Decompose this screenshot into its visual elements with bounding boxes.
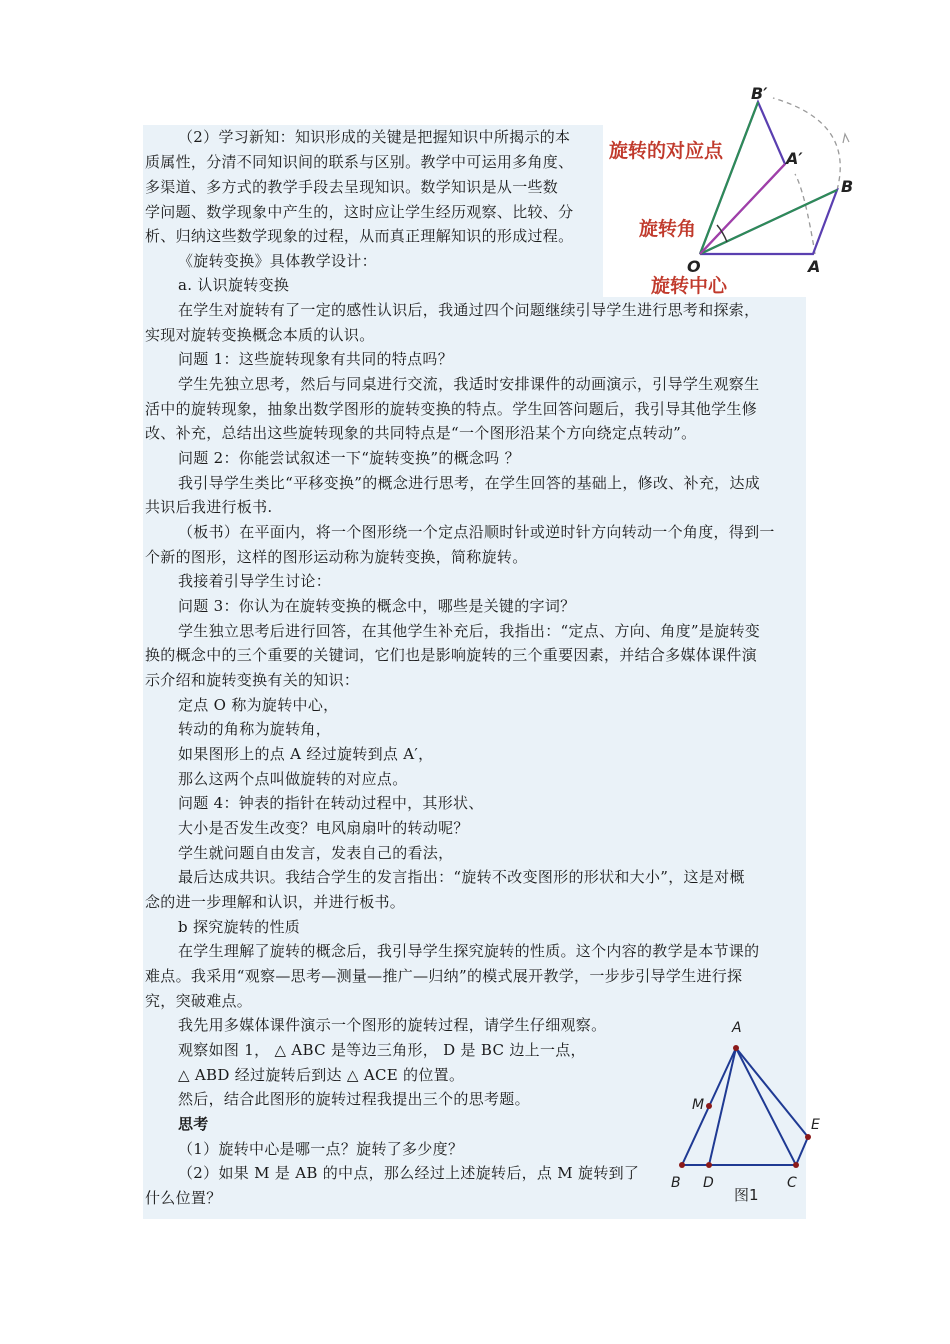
fig1-label-a: A — [732, 1020, 742, 1036]
thinking-question-2: （2）如果 M 是 AB 的中点，那么经过上述旋转后，点 M 旋转到了 — [178, 1164, 640, 1182]
segment-ce — [796, 1137, 808, 1165]
rotation-concept-figure — [605, 82, 870, 297]
point-label-a-prime: A′ — [786, 149, 803, 168]
question-1: 问题 1：这些旋转现象有共同的特点吗？ — [178, 350, 454, 368]
question-3: 问题 3：你认为在旋转变换的概念中，哪些是关键的字词？ — [178, 597, 576, 615]
rotation-arc-inner — [795, 174, 815, 254]
text-line: （2）学习新知：知识形成的关键是把握知识中所揭示的本 — [178, 128, 571, 146]
label-rotation-angle: 旋转角 — [639, 218, 697, 240]
point-label-o: O — [687, 257, 701, 276]
section-heading-b: b 探究旋转的性质 — [178, 918, 301, 936]
thinking-question-1: （1）旋转中心是哪一点？旋转了多少度？ — [178, 1140, 464, 1158]
text-line: 定点 O 称为旋转中心， — [178, 696, 339, 714]
text-line: 什么位置？ — [145, 1189, 222, 1207]
point-label-b: B — [841, 177, 854, 196]
text-line: 质属性，分清不同知识间的联系与区别。教学中可运用多角度、 — [145, 153, 574, 171]
figure-1-triangle — [668, 1015, 828, 1210]
text-line: 示介绍和旋转变换有关的知识： — [145, 671, 360, 689]
rotation-arc-outer — [773, 98, 840, 190]
fig1-label-c: C — [787, 1175, 797, 1191]
radius-oa-prime — [700, 164, 785, 254]
fig1-label-d: D — [703, 1175, 714, 1191]
text-line: 学问题、数学现象中产生的，这时应让学生经历观察、比较、分 — [145, 203, 574, 221]
text-line: 改、补充，总结出这些旋转现象的共同特点是“一个图形沿某个方向绕定点转动”。 — [145, 424, 697, 442]
text-line: 学生先独立思考，然后与同桌进行交流，我适时安排课件的动画演示，引导学生观察生 — [178, 375, 760, 393]
label-rotation-center: 旋转中心 — [651, 275, 728, 297]
text-line: 共识后我进行板书. — [145, 498, 273, 516]
text-line: 大小是否发生改变？电风扇扇叶的转动呢？ — [178, 819, 469, 837]
text-line: 个新的图形，这样的图形运动称为旋转变换，简称旋转。 — [145, 548, 528, 566]
segment-ae — [736, 1048, 808, 1137]
thinking-heading: 思考 — [178, 1115, 209, 1133]
text-line: 学生就问题自由发言，发表自己的看法， — [178, 844, 454, 862]
text-line: 我接着引导学生讨论： — [178, 572, 332, 590]
text-line: 然后，结合此图形的旋转过程我提出三个的思考题。 — [178, 1090, 530, 1108]
text-line: 观察如图 1， △ ABC 是等边三角形， D 是 BC 边上一点， — [178, 1041, 586, 1059]
text-line: 在学生理解了旋转的概念后，我引导学生探究旋转的性质。这个内容的教学是本节课的 — [178, 942, 760, 960]
point-label-a: A — [808, 257, 821, 276]
text-line: 多渠道、多方式的教学手段去呈现知识。数学知识是从一些数 — [145, 178, 559, 196]
text-line: 《旋转变换》具体教学设计： — [178, 252, 377, 270]
text-line: 转动的角称为旋转角， — [178, 720, 332, 738]
text-line: △ ABD 经过旋转后到达 △ ACE 的位置。 — [178, 1066, 465, 1084]
fig1-label-e: E — [811, 1117, 820, 1133]
fig1-label-m: M — [692, 1097, 705, 1113]
text-line: 我先用多媒体课件演示一个图形的旋转过程，请学生仔细观察。 — [178, 1016, 607, 1034]
figure-1-caption: 图1 — [734, 1186, 759, 1204]
text-line: 念的进一步理解和认识，并进行板书。 — [145, 893, 406, 911]
question-2: 问题 2：你能尝试叙述一下“旋转变换”的概念吗 ？ — [178, 449, 520, 467]
text-line: 换的概念中的三个重要的关键词，它们也是影响旋转的三个重要因素，并结合多媒体课件演 — [145, 646, 758, 664]
text-line: 析、归纳这些数学现象的过程，从而真正理解知识的形成过程。 — [145, 227, 574, 245]
fig1-label-b: B — [671, 1175, 681, 1191]
point-label-b-prime: B′ — [751, 84, 768, 103]
label-corresponding-points: 旋转的对应点 — [609, 140, 724, 162]
segment-ad — [709, 1048, 736, 1165]
section-heading-a: a. 认识旋转变换 — [178, 276, 290, 294]
text-line: 实现对旋转变换概念本质的认识。 — [145, 326, 375, 344]
text-line: 活中的旋转现象，抽象出数学图形的旋转变换的特点。学生回答问题后，我引导其他学生修 — [145, 400, 758, 418]
text-line: 那么这两个点叫做旋转的对应点。 — [178, 770, 408, 788]
text-line: （板书）在平面内，将一个图形绕一个定点沿顺时针或逆时针方向转动一个角度，得到一 — [178, 523, 775, 541]
question-4: 问题 4：钟表的指针在转动过程中，其形状、 — [178, 794, 484, 812]
text-line: 如果图形上的点 A 经过旋转到点 A′， — [178, 745, 434, 763]
text-line: 究，突破难点。 — [145, 992, 253, 1010]
text-line: 我引导学生类比“平移变换”的概念进行思考，在学生回答的基础上，修改、补充，达成 — [178, 474, 761, 492]
text-line: 难点。我采用“观察—思考—测量—推广—归纳”的模式展开教学，一步步引导学生进行探 — [145, 967, 743, 985]
text-line: 学生独立思考后进行回答，在其他学生补充后，我指出：“定点、方向、角度”是旋转变 — [178, 622, 761, 640]
text-line: 最后达成共识。我结合学生的发言指出：“旋转不改变图形的形状和大小”，这是对概 — [178, 868, 745, 886]
text-line: 在学生对旋转有了一定的感性认识后，我通过四个问题继续引导学生进行思考和探索， — [178, 301, 760, 319]
